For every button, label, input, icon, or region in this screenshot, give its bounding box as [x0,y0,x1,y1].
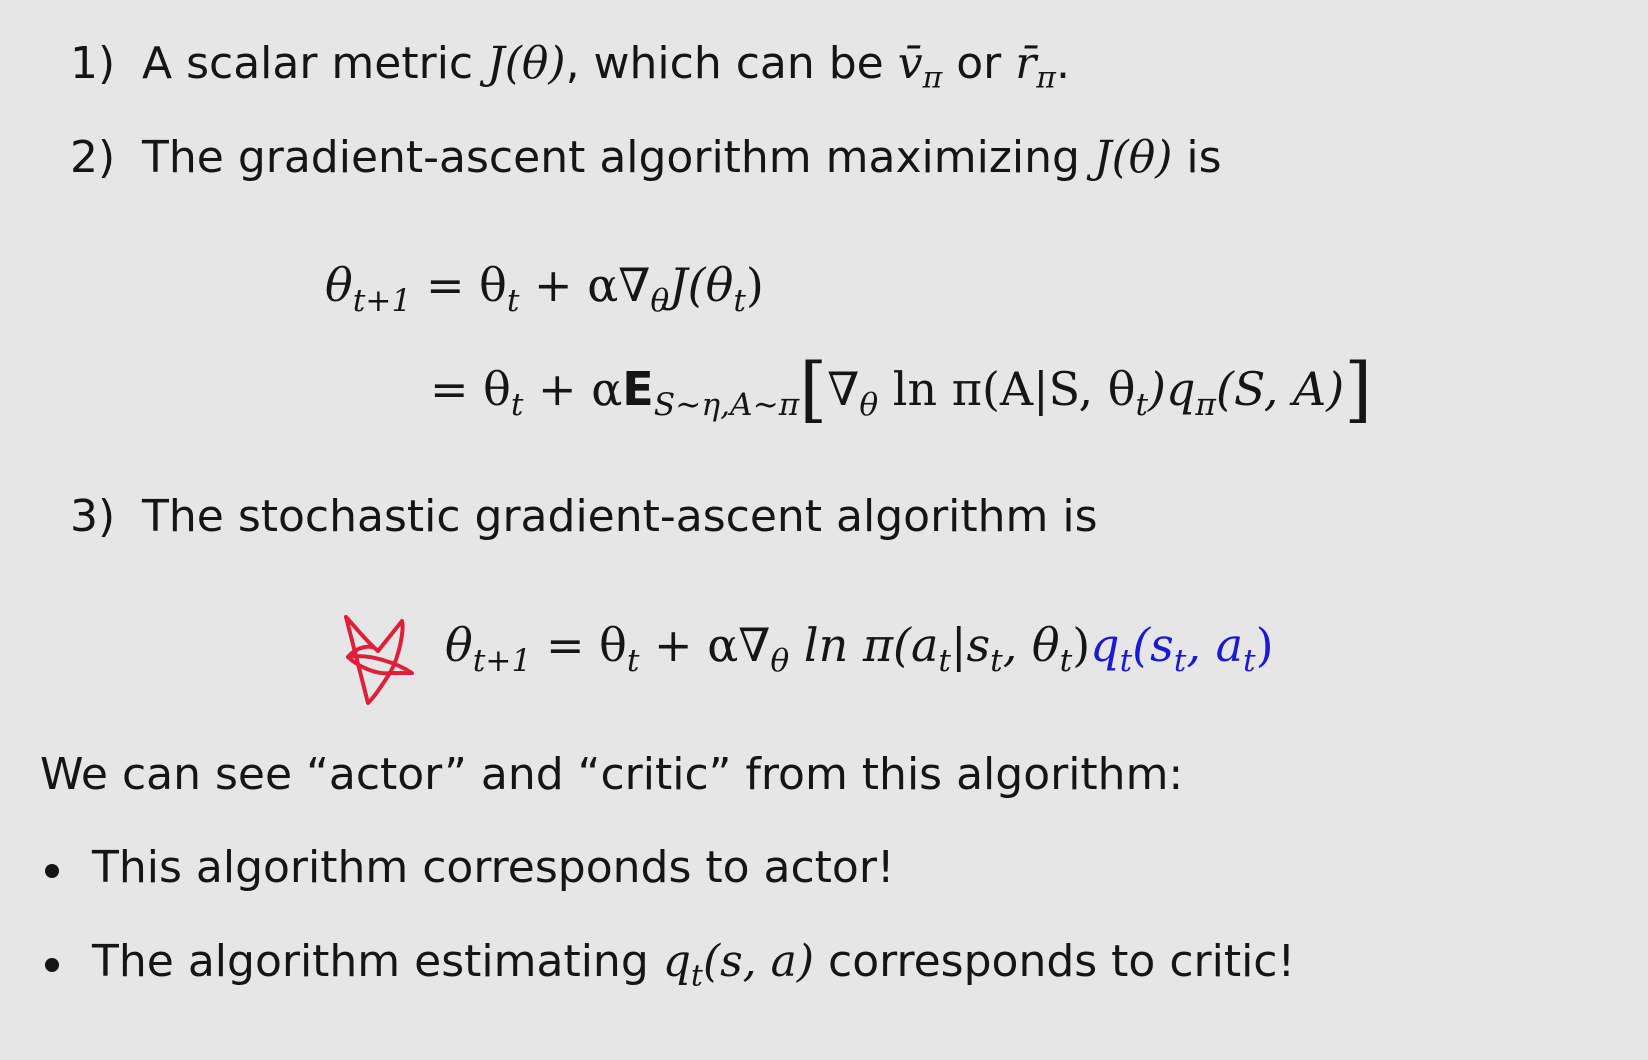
expectation-symbol: E [622,362,654,416]
right-bracket: ] [1344,347,1373,431]
stochastic-gradient-equation: $\theta_{t+1} = \theta_t + \alpha\nabla_\theta$ $\ln \pi(a_t|s_t$, $\theta_t)q_t(s_t$, $a_t$) [445,618,1274,679]
item-text: The gradient-ascent algorithm maximizing J(θ) is [142,132,1222,183]
item-number: 1) [70,38,116,89]
critic-term: $q_t(s_t$, $a_t$) [1090,618,1274,679]
bullet-marker [45,864,59,878]
metric-symbol: J(θ) [487,38,566,89]
gradient-ascent-equation-line-2: = $\theta_t + \alpha E_{S\sim\eta,A\sim\pi}[\nabla_\theta$ ln π(A|S, $\theta_t)q_\pi(S$, A)] [430,347,1373,431]
item-text: A scalar metric J(θ), which can be $v̄_\pi$ or $r̄_\pi$. [142,38,1070,96]
item-text: The stochastic gradient-ascent algorithm is [142,491,1098,542]
item-number: 2) [70,132,116,183]
hand-drawn-star-icon [342,615,414,725]
gradient-ascent-equation-line-1: $\theta_{t+1} = \theta_t + \alpha\nabla_\theta J(\theta_t)$ [325,258,764,319]
bullet-marker [45,958,59,972]
left-bracket: [ [799,347,828,431]
item-number: 3) [70,491,116,542]
